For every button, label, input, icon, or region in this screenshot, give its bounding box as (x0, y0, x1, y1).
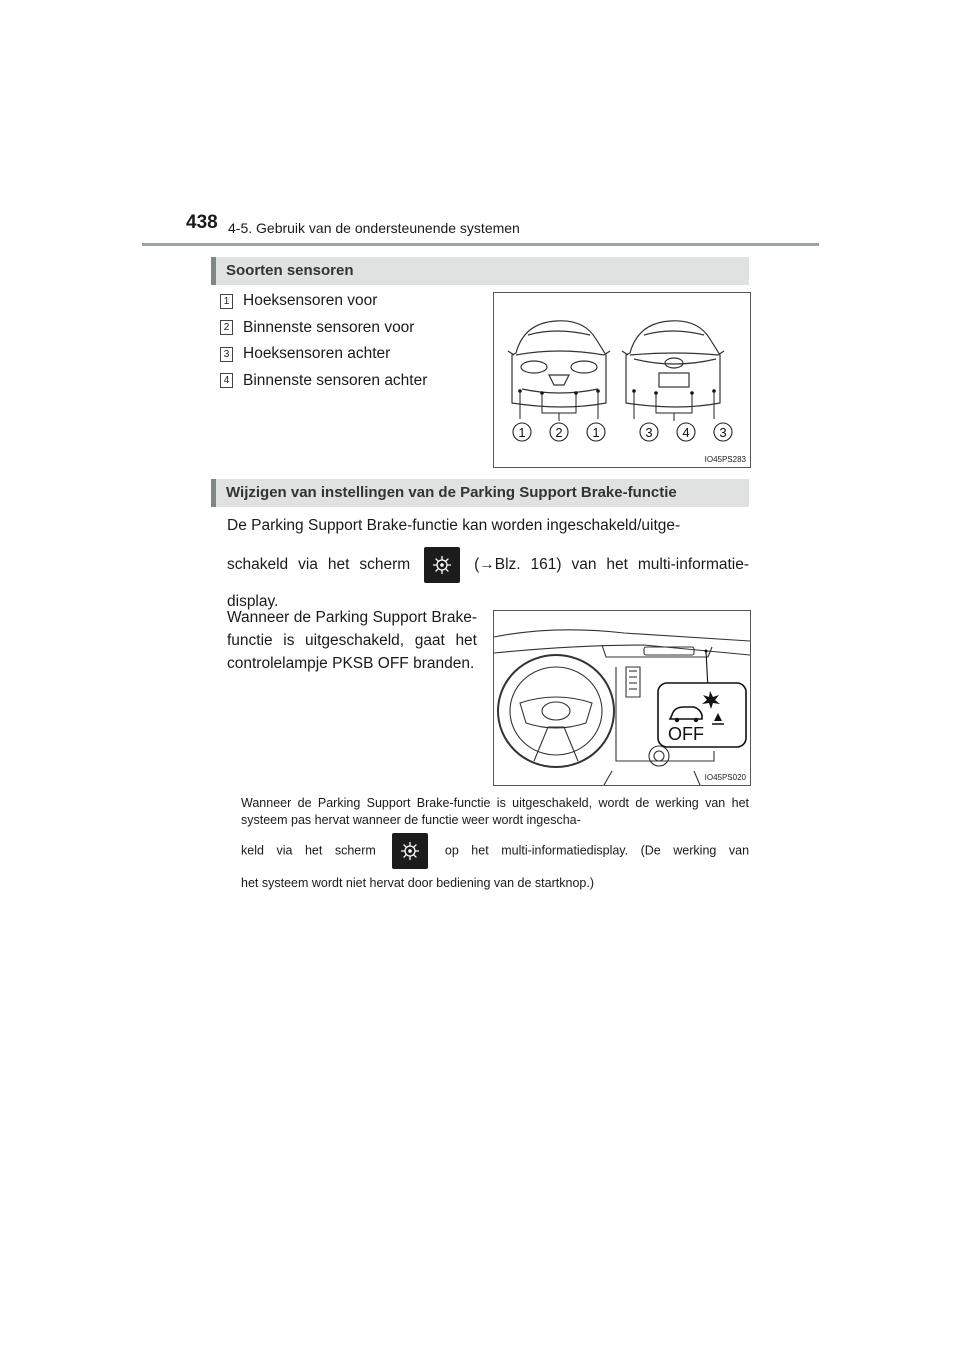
list-item-label: Binnenste sensoren voor (243, 318, 415, 336)
callout-label: 3 (719, 425, 727, 440)
sensor-location-figure (493, 292, 751, 468)
note-line: Wanneer de Parking Support Brake-functie is uitgeschakeld, wordt de werking van het systeem pas hervat wanneer de functie weer wordt ingescha- (241, 796, 749, 827)
section-heading-sensor-types: Soorten sensoren (211, 257, 749, 285)
section-heading-change-settings: Wijzigen van instellingen van de Parking Support Brake-functie (211, 479, 749, 507)
text-line: De Parking Support Brake-functie kan worden ingeschakeld/uitge- (227, 517, 681, 534)
header-rule (142, 243, 819, 246)
note-text (241, 795, 749, 892)
callout-label: 1 (592, 425, 600, 440)
item-number-badge: 2 (220, 320, 233, 335)
text-line: display. (227, 593, 279, 610)
list-item (220, 288, 427, 315)
list-item-label: Binnenste sensoren achter (243, 371, 428, 389)
indicator-off-label: OFF (668, 724, 704, 744)
callout-label: 2 (555, 425, 563, 440)
item-number-badge: 1 (220, 294, 233, 309)
paragraph-settings-intro (227, 511, 749, 617)
list-item (220, 315, 427, 342)
list-item-label: Hoeksensoren achter (243, 345, 391, 363)
text-fragment: op het multi-informatiedisplay. (De werking van (444, 843, 750, 858)
text-line (227, 547, 749, 583)
settings-gear-icon (392, 833, 428, 869)
text-fragment: keld via het scherm (241, 843, 376, 858)
dashboard-illustration (494, 611, 750, 785)
settings-gear-icon (424, 547, 460, 583)
sensor-location-illustration (494, 293, 750, 467)
page-number: 438 (186, 212, 218, 233)
item-number-badge: 3 (220, 347, 233, 362)
callout-label: 4 (682, 425, 690, 440)
pksb-off-indicator-icon (658, 683, 746, 747)
item-number-badge: 4 (220, 373, 233, 388)
list-item (220, 341, 427, 368)
list-item (220, 368, 427, 395)
chapter-title: 4-5. Gebruik van de ondersteunende systemen (228, 220, 520, 236)
dashboard-figure (493, 610, 751, 786)
figure-code: IO45PS283 (704, 455, 746, 464)
sensor-type-list (220, 288, 427, 394)
list-item-label: Hoeksensoren voor (243, 292, 378, 310)
text-fragment: (→Blz. 161) van het multi-informatie- (474, 556, 750, 574)
text-fragment: schakeld via het scherm (227, 556, 411, 574)
callout-label: 3 (645, 425, 653, 440)
note-line (241, 833, 749, 869)
paragraph-indicator-info: Wanneer de Parking Support Brake-functie is uitgeschakeld, gaat het controlelampje PKSB OFF branden. (227, 609, 477, 672)
note-line: het systeem wordt niet hervat door bediening van de startknop.) (241, 876, 594, 890)
figure-code: IO45PS020 (704, 773, 746, 782)
callout-label: 1 (518, 425, 526, 440)
